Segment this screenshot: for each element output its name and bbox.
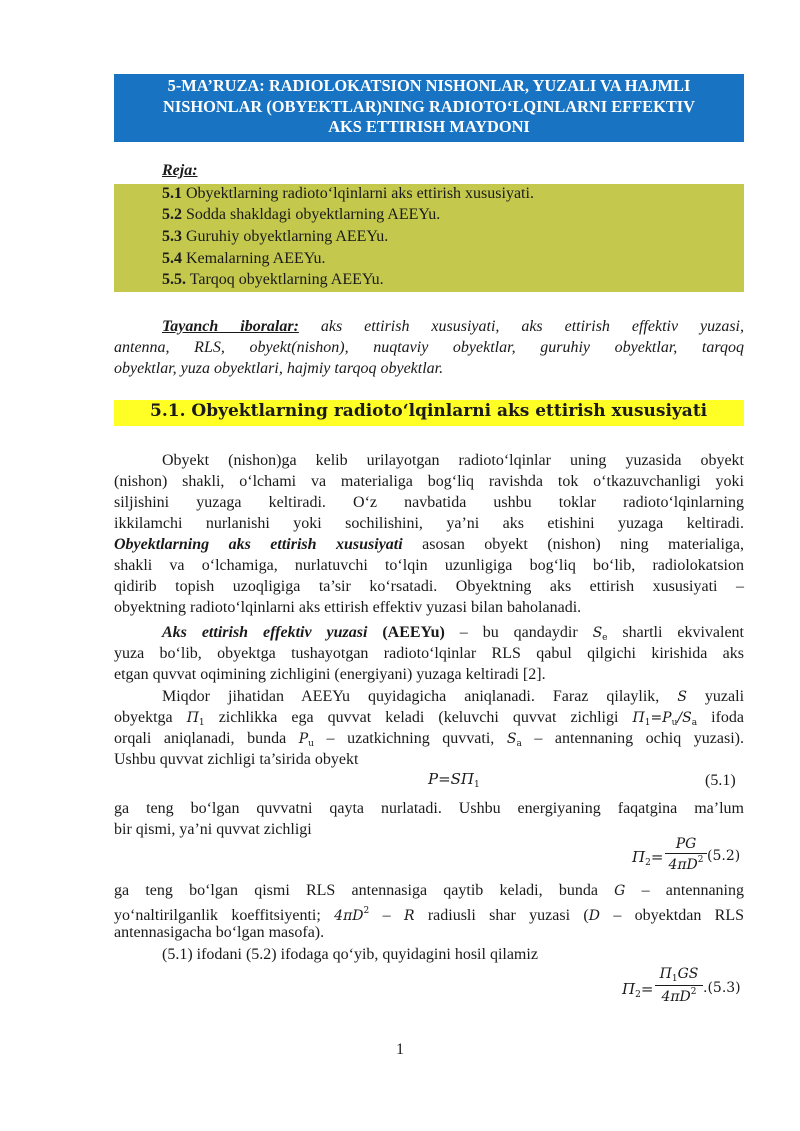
plan-item xyxy=(162,250,326,268)
keywords-line: Tayanch iboralar: aks ettirish xususiyati, aks ettirish effektiv yuzasi, xyxy=(162,318,744,335)
text-line: Aks ettirish effektiv yuzasi (AEEYu) – bu qandaydir $S_e$ shartli ekvivalent xyxy=(162,624,744,643)
plan-item-text: Tarqoq obyektlarning AEEYu. xyxy=(186,271,384,288)
plan-item-text: Obyektlarning radioto‘lqinlarni aks ettirish xususiyati. xyxy=(182,185,534,202)
equation-5-3-fraction: $\Pi_1GS$ $4\pi D^2$ xyxy=(655,966,703,1005)
text-line: yuza bo‘lib, obyektga tushayotgan radioto‘lqinlar RLS qabul qilgichi kirishida aks xyxy=(114,645,744,662)
plan-item-number: 5.3 xyxy=(162,228,182,245)
equation-5-2-lhs: $\Pi_2=$ xyxy=(632,848,664,868)
formula-pi1-inline: $\Pi_1=P_u/S_a$ xyxy=(632,710,698,728)
plan-item-number: 5.5. xyxy=(162,271,186,288)
text-line: shakli va o‘lchamiga, nurlatuvchi to‘lqin uzunligiga bog‘liq bo‘lib, radiolokatsion xyxy=(114,557,744,574)
title-line-1: 5-MA’RUZA: RADIOLOKATSION NISHONLAR, YUZALI VA HAJMLI xyxy=(167,76,691,95)
equation-number-5-1: (5.1) xyxy=(705,772,736,789)
text-line: Miqdor jihatidan AEEYu quyidagicha aniqlanadi. Faraz qilaylik, S yuzali xyxy=(162,688,745,705)
lecture-title-banner xyxy=(114,74,744,142)
plan-list xyxy=(114,184,744,292)
keywords-line: obyektlar, yuza obyektlari, hajmiy tarqoq obyektlar. xyxy=(114,360,444,377)
text-line: etgan quvvat oqimining zichligini (energiyani) yuzaga keltiradi [2]. xyxy=(114,666,546,683)
keywords-line: antenna, RLS, obyekt(nishon), nuqtaviy obyektlar, guruhiy obyektlar, tarqoq xyxy=(114,339,744,356)
paragraph-4 xyxy=(114,798,744,840)
equation-5-1: $P=S\Pi_1$ xyxy=(428,770,480,790)
equation-5-3-lhs: $\Pi_2=$ xyxy=(622,980,654,1000)
section-heading: 5.1. Obyektlarning radioto‘lqinlarni aks ettirish xususiyati xyxy=(150,401,708,421)
keywords-label: Tayanch iboralar: xyxy=(162,318,299,335)
title-line-2: NISHONLAR (OBYEKTLAR)NING RADIOTO‘LQINLARNI EFFEKTIV xyxy=(162,96,695,116)
text-line: yo‘naltirilganlik koeffitsiyenti; $4\pi D^2$ – R radiusli shar yuzasi (D – obyektdan RLS xyxy=(114,906,745,924)
paragraph-3 xyxy=(114,686,744,770)
plan-item-number: 5.4 xyxy=(162,250,182,267)
page-number: 1 xyxy=(396,1041,404,1058)
paragraph-5 xyxy=(114,880,744,943)
text-line: (nishon) shakli, o‘lchami va materialiga bog‘liq ravishda tok o‘tkazuvchanligi yoki xyxy=(114,473,744,490)
symbol-se: $S_e$ xyxy=(592,625,608,643)
symbol-pu: $P_u$ xyxy=(298,731,314,749)
text-line: ikkilamchi nurlanishi yoki sochilishini, ya’ni aks etishini yuzaga keltiradi. xyxy=(114,515,744,532)
equation-5-2-fraction: PG $4\pi D^2$ xyxy=(665,836,707,873)
text-line: Obyektlarning aks ettirish xususiyati asosan obyekt (nishon) ning materialiga, xyxy=(114,536,745,553)
plan-item-text: Sodda shakldagi obyektlarning AEEYu. xyxy=(182,206,441,223)
equation-number-5-3: .(5.3) xyxy=(703,980,741,996)
paragraph-6 xyxy=(114,944,744,965)
plan-item-text: Kemalarning AEEYu. xyxy=(182,250,326,267)
text-line: qidirib topish uzoqligiga ta’sir ko‘rsatadi. Obyektning aks ettirish xususiyati – xyxy=(114,578,744,595)
equation-number-5-2: (5.2) xyxy=(707,848,741,864)
symbol-pi1: $\Pi_1$ xyxy=(186,710,205,728)
text-line: siljishini yuzaga keltiradi. O‘z navbatida ushbu toklar radioto‘lqinlarning xyxy=(114,494,744,511)
paragraph-2 xyxy=(114,622,744,685)
text-line: (5.1) ifodani (5.2) ifodaga qo‘yib, quyidagini hosil qilamiz xyxy=(162,946,538,963)
text-line: antennasigacha bo‘lgan masofa). xyxy=(114,924,325,941)
text-line: ga teng bo‘lgan quvvatni qayta nurlatadi. Ushbu energiyaning faqatgina ma’lum xyxy=(114,800,744,817)
plan-item xyxy=(162,185,534,203)
text-line: obyektga $\Pi_1$ zichlikka ega quvvat keladi (keluvchi quvvat zichligi $\Pi_1=P_u/S_a$ ifoda xyxy=(114,709,745,728)
symbol-sa: $S_a$ xyxy=(506,731,522,749)
text-line: bir qismi, ya’ni quvvat zichligi xyxy=(114,821,312,838)
section-heading-bar xyxy=(114,400,744,426)
paragraph-1 xyxy=(114,450,744,618)
plan-item xyxy=(162,228,388,246)
text-line: Obyekt (nishon)ga kelib urilayotgan radioto‘lqinlar uning yuzasida obyekt xyxy=(162,452,744,469)
plan-item-number: 5.2 xyxy=(162,206,182,223)
title-line-3: AKS ETTIRISH MAYDONI xyxy=(328,117,530,136)
plan-item xyxy=(162,206,440,224)
text-line: orqali aniqlanadi, bunda $P_u$ – uzatkichning quvvati, $S_a$ – antennaning ochiq yuzasi). xyxy=(114,730,744,749)
text-line: Ushbu quvvat zichligi ta’sirida obyekt xyxy=(114,751,359,768)
keywords-paragraph xyxy=(114,316,744,379)
plan-item-text: Guruhiy obyektlarning AEEYu. xyxy=(182,228,389,245)
text-line: obyektning radioto‘lqinlarni aks ettirish effektiv yuzasi bilan baholanadi. xyxy=(114,599,582,616)
plan-label: Reja: xyxy=(162,162,198,179)
plan-item-number: 5.1 xyxy=(162,185,182,202)
text-line: ga teng bo‘lgan qismi RLS antennasiga qaytib keladi, bunda G – antennaning xyxy=(114,882,745,899)
plan-item xyxy=(162,271,384,289)
